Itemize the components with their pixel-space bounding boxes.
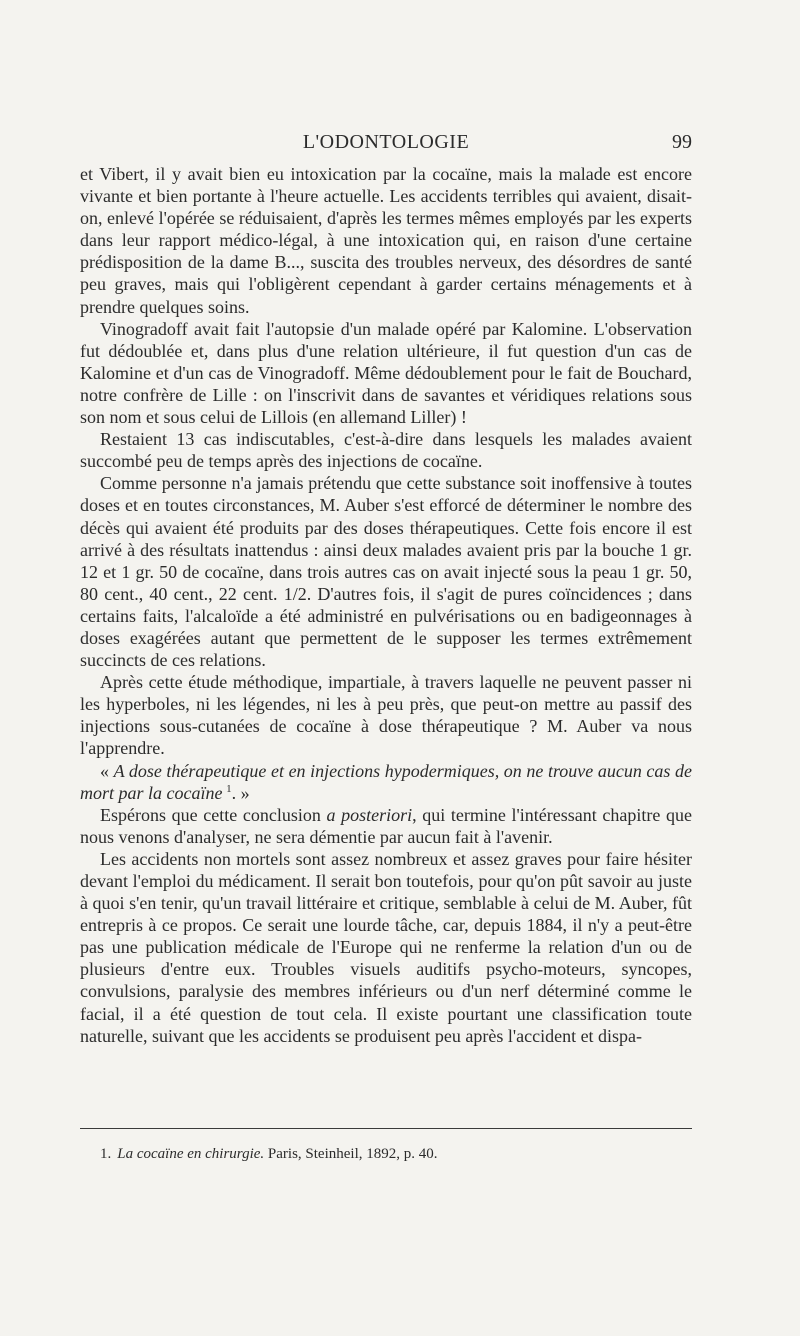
paragraph-2: Vinogradoff avait fait l'autopsie d'un malade opéré par Kalomine. L'observation fut dédoublée et, dans plus d'une relation ultérieure, il fut question d'un cas de Kalomine et d'un cas de Vinogradoff. Même dédoublement pour le fait de Bouchard, notre confrère de Lille : on l'inscrivit dans de savantes et véridiques relations sous son nom et sous celui de Lillois (en allemand Liller) !: [80, 318, 692, 428]
page-number: 99: [672, 131, 692, 153]
running-title: L'ODONTOLOGIE: [302, 131, 470, 153]
paragraph-6-quote: [80, 760, 692, 804]
footnote: [100, 1145, 680, 1163]
footnote-title: La cocaïne en chirurgie.: [117, 1146, 265, 1162]
paragraph-7-end: , qui termine l'intéressant chapitre que nous venons d'analyser, ne sera démentie par aucun fait à l'avenir.: [80, 804, 693, 847]
paragraph-8: Les accidents non mortels sont assez nombreux et assez graves pour faire hésiter devant l'emploi du médicament. Il serait bon toutefois, pour qu'on pût savoir au juste à quoi s'en tenir, qu'un travail littéraire et critique, semblable à celui de M. Auber, fût entrepris à ce propos. Ce serait une lourde tâche, car, depuis 1884, il n'y a peut-être pas une publication médicale de l'Europe qui ne renferme la relation d'un ou de plusieurs d'entre eux. Troubles visuels auditifs psycho-moteurs, syncopes, convulsions, paralysie des membres inférieurs ou d'un nerf déterminé comme le facial, il a été question de tout cela. Il existe pourtant une classification toute naturelle, suivant que les accidents se produisent peu après l'accident et dispa-: [80, 848, 692, 1046]
paragraph-4: Comme personne n'a jamais prétendu que cette substance soit inoffensive à toutes doses et en toutes circonstances, M. Auber s'est efforcé de déterminer le nombre des décès qui avaient été produits par des doses thérapeutiques. Cette fois encore il est arrivé à des résultats inattendus : ainsi deux malades avaient pris par la bouche 1 gr. 12 et 1 gr. 50 de cocaïne, dans trois autres cas on avait injecté sous la peau 1 gr. 50, 80 cent., 40 cent., 22 cent. 1/2. D'autres fois, il s'agit de pures coïncidences ; dans certains faits, l'alcaloïde a été administré en pulvérisations ou en badigeonnages à doses exagérées autant que permettent de le supposer les termes extrêmement succincts de ces relations.: [80, 473, 692, 671]
body-text: [80, 163, 692, 1047]
footnote-number: 1.: [100, 1146, 112, 1162]
paragraph-1: et Vibert, il y avait bien eu intoxication par la cocaïne, mais la malade est encore vivante et bien portante à l'heure actuelle. Les accidents terribles qui avaient, disait-on, enlevé l'opérée se réduisaient, d'après les termes mêmes employés par les experts dans leur rapport médico-légal, à une intoxication qui, en raison d'une certaine prédisposition de la dame B..., suscita des troubles nerveux, des désordres de santé peu graves, mais qui l'obligèrent cependant à garder certains ménagements et à prendre quelques soins.: [80, 164, 692, 317]
paragraph-3: Restaient 13 cas indiscutables, c'est-à-dire dans lesquels les malades avaient succombé peu de temps après des injections de cocaïne.: [80, 429, 692, 472]
footnote-rule: [80, 1128, 692, 1129]
paragraph-7: [80, 804, 692, 848]
paragraph-7-start: Espérons que cette conclusion: [100, 804, 327, 825]
quote-italic: A dose thérapeutique et en injections hypodermiques, on ne trouve aucun cas de mort par la cocaïne: [80, 760, 692, 803]
paragraph-5: Après cette étude méthodique, impartiale, à travers laquelle ne peuvent passer ni les hyperboles, ni les légendes, ni les à peu près, que peut-on mettre au passif des injections sous-cutanées de cocaïne à dose thérapeutique ? M. Auber va nous l'apprendre.: [80, 672, 692, 759]
footnote-ref: 1: [226, 782, 232, 795]
page-header: [80, 131, 692, 159]
footnote-citation: Paris, Steinheil, 1892, p. 40.: [264, 1146, 438, 1162]
quote-close: . »: [231, 782, 250, 803]
paragraph-7-italic: a posteriori: [326, 804, 413, 825]
quote-open: «: [100, 760, 114, 781]
